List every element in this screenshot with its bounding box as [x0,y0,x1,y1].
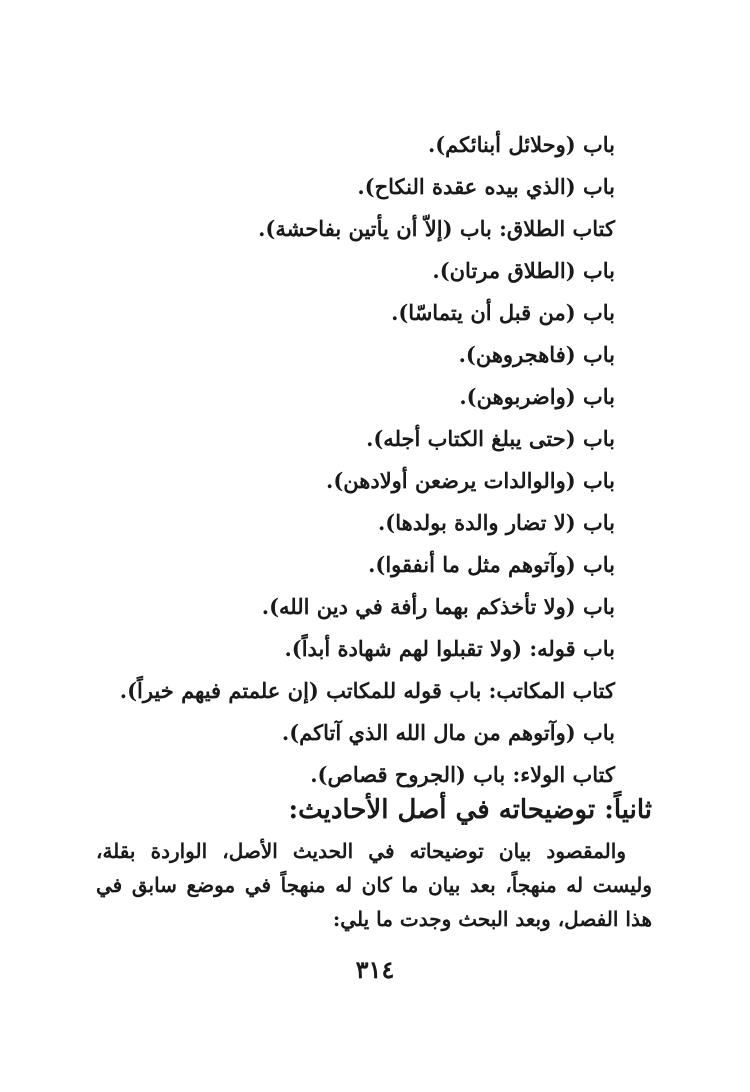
list-item: باب (وآتوهم مثل ما أنفقوا). [368,552,615,577]
body-paragraph: والمقصود بيان توضيحاته في الحديث الأصل، الواردة بقلة، وليست له منهجاً، بعد بيان ما كان له منهجاً في موضع سابق في هذا الفصل، وبعد البحث وجدت ما يلي: [96,839,652,931]
list-item: كتاب الولاء: باب (الجروح قصاص). [310,762,615,787]
list-item: باب (واضربوهن). [459,384,615,409]
list-item: باب (فاهجروهن). [458,342,615,367]
list-item: باب (وآتوهم من مال الله الذي آتاكم). [281,720,615,745]
list-item: كتاب الطلاق: باب (إلاّ أن يأتين بفاحشة). [258,216,615,241]
list-item: باب (الذي بيده عقدة النكاح). [357,174,615,199]
list-item: باب (والوالدات يرضعن أولادهن). [326,468,615,493]
page-number: ٣١٤ [355,955,395,984]
list-item: باب (حتى يبلغ الكتاب أجله). [366,426,615,451]
list-item: باب (الطلاق مرتان). [432,258,615,283]
list-item: باب قوله: (ولا تقبلوا لهم شهادة أبداً). [284,636,615,661]
list-item: باب (من قبل أن يتماسّا). [391,300,615,325]
list-item: باب (ولا تأخذكم بهما رأفة في دين الله). [261,594,615,619]
list-item: كتاب المكاتب: باب قوله للمكاتب (إن علمتم فيهم خيراً). [119,678,615,703]
list-item: باب (لا تضار والدة بولدها). [378,510,615,535]
list-item: باب (وحلائل أبنائكم). [427,132,615,157]
entry-list [95,124,615,796]
section-heading: ثانياً: توضيحاته في أصل الأحاديث: [288,795,652,825]
